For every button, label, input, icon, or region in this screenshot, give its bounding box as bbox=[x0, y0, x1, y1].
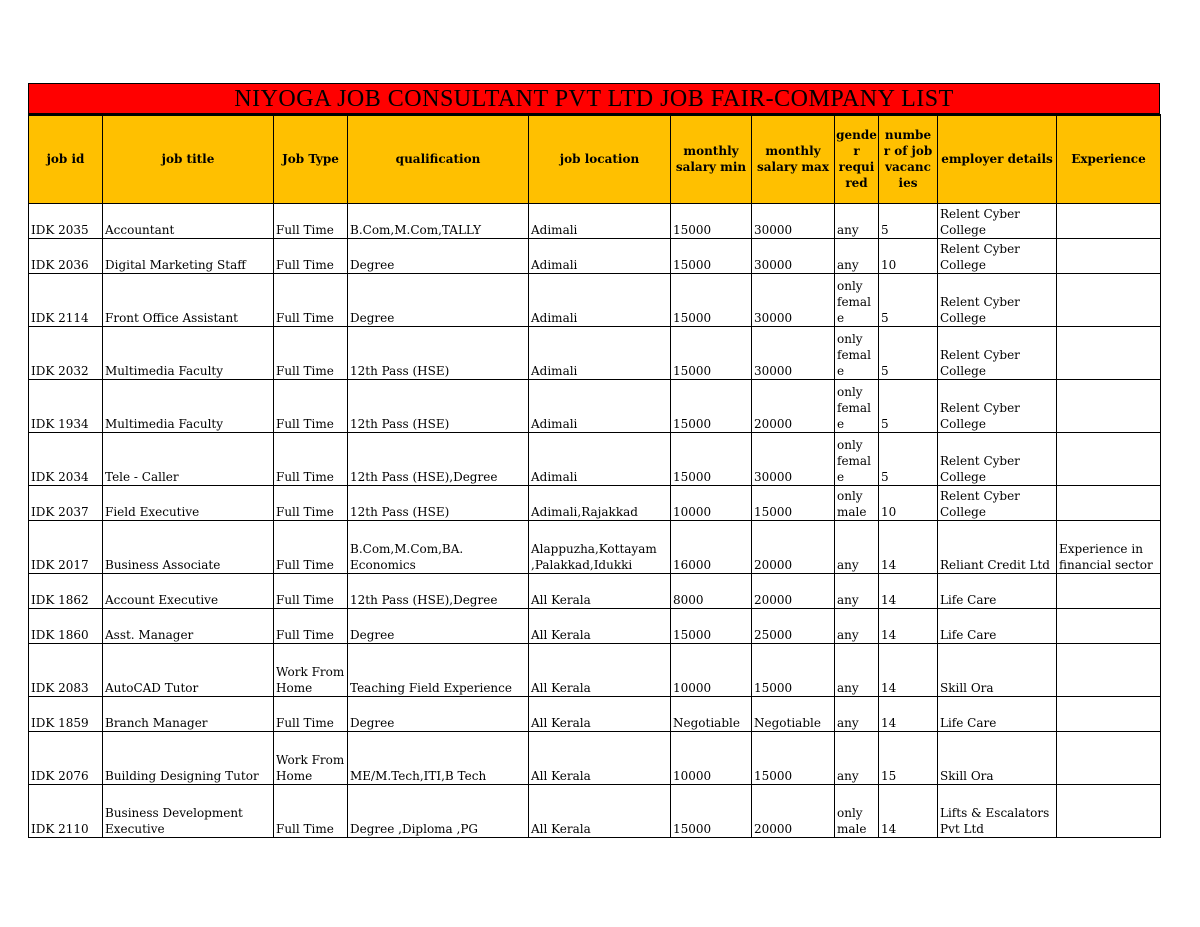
table-row bbox=[29, 608, 1161, 643]
cell-salary-min: 15000 bbox=[671, 608, 752, 643]
table-row bbox=[29, 273, 1161, 326]
cell-salary-min: 15000 bbox=[671, 326, 752, 379]
cell-salary-min: 10000 bbox=[671, 485, 752, 520]
header-row bbox=[29, 115, 1161, 203]
cell-employer: Relent Cyber College bbox=[938, 238, 1057, 273]
cell-salary-min: 16000 bbox=[671, 520, 752, 573]
cell-location: All Kerala bbox=[529, 784, 671, 837]
cell-employer: Relent Cyber College bbox=[938, 379, 1057, 432]
cell-qualification: Teaching Field Experience bbox=[348, 643, 529, 696]
cell-job-id: IDK 1934 bbox=[29, 379, 103, 432]
cell-job-id: IDK 2076 bbox=[29, 731, 103, 784]
cell-gender: any bbox=[835, 573, 879, 608]
cell-gender: any bbox=[835, 643, 879, 696]
cell-salary-max: 15000 bbox=[752, 643, 835, 696]
cell-salary-min: 15000 bbox=[671, 379, 752, 432]
cell-salary-min: 10000 bbox=[671, 643, 752, 696]
cell-salary-min: 8000 bbox=[671, 573, 752, 608]
cell-gender: any bbox=[835, 731, 879, 784]
cell-job-id: IDK 1862 bbox=[29, 573, 103, 608]
header-employer: employer details bbox=[938, 115, 1057, 203]
cell-gender: any bbox=[835, 608, 879, 643]
cell-job-type: Full Time bbox=[274, 379, 348, 432]
cell-employer: Lifts & Escalators Pvt Ltd bbox=[938, 784, 1057, 837]
cell-job-title: Account Executive bbox=[103, 573, 274, 608]
cell-job-id: IDK 2034 bbox=[29, 432, 103, 485]
header-gender-line1: gende bbox=[836, 128, 877, 143]
cell-experience bbox=[1057, 485, 1161, 520]
cell-salary-max: 30000 bbox=[752, 203, 835, 238]
header-salary-min: monthly salary min bbox=[671, 115, 752, 203]
cell-salary-max: 30000 bbox=[752, 432, 835, 485]
cell-experience bbox=[1057, 203, 1161, 238]
header-job-location: job location bbox=[529, 115, 671, 203]
cell-job-type: Full Time bbox=[274, 432, 348, 485]
cell-job-title: Accountant bbox=[103, 203, 274, 238]
cell-salary-max: 20000 bbox=[752, 520, 835, 573]
header-vacancies-line1: numbe bbox=[884, 128, 932, 143]
cell-location: All Kerala bbox=[529, 643, 671, 696]
header-vacancies-line2: r of job bbox=[883, 144, 933, 159]
cell-qualification: Degree bbox=[348, 696, 529, 731]
cell-experience bbox=[1057, 573, 1161, 608]
cell-qualification: ME/M.Tech,ITI,B Tech bbox=[348, 731, 529, 784]
cell-salary-max: 20000 bbox=[752, 573, 835, 608]
cell-vacancies: 14 bbox=[879, 608, 938, 643]
cell-job-title: Field Executive bbox=[103, 485, 274, 520]
cell-location: All Kerala bbox=[529, 731, 671, 784]
cell-job-title: Building Designing Tutor bbox=[103, 731, 274, 784]
cell-qualification: Degree bbox=[348, 608, 529, 643]
cell-gender: any bbox=[835, 520, 879, 573]
cell-vacancies: 5 bbox=[879, 273, 938, 326]
header-job-id: job id bbox=[29, 115, 103, 203]
header-gender-line3: requi bbox=[838, 160, 875, 175]
cell-gender: only female bbox=[835, 273, 879, 326]
table-row bbox=[29, 696, 1161, 731]
cell-vacancies: 10 bbox=[879, 238, 938, 273]
cell-experience bbox=[1057, 326, 1161, 379]
cell-location: All Kerala bbox=[529, 573, 671, 608]
cell-employer: Life Care bbox=[938, 696, 1057, 731]
cell-job-title: Multimedia Faculty bbox=[103, 379, 274, 432]
job-table bbox=[28, 114, 1161, 838]
cell-job-title: AutoCAD Tutor bbox=[103, 643, 274, 696]
cell-salary-max: 30000 bbox=[752, 326, 835, 379]
cell-location: Adimali bbox=[529, 273, 671, 326]
cell-vacancies: 5 bbox=[879, 203, 938, 238]
cell-experience bbox=[1057, 432, 1161, 485]
cell-job-type: Full Time bbox=[274, 696, 348, 731]
table-row bbox=[29, 432, 1161, 485]
cell-location: Adimali bbox=[529, 326, 671, 379]
cell-salary-max: 30000 bbox=[752, 273, 835, 326]
cell-salary-min: Negotiable bbox=[671, 696, 752, 731]
cell-job-id: IDK 2017 bbox=[29, 520, 103, 573]
cell-location: All Kerala bbox=[529, 608, 671, 643]
cell-experience bbox=[1057, 379, 1161, 432]
cell-qualification: 12th Pass (HSE) bbox=[348, 326, 529, 379]
cell-employer: Life Care bbox=[938, 573, 1057, 608]
cell-vacancies: 5 bbox=[879, 379, 938, 432]
job-list-sheet bbox=[28, 83, 1160, 838]
cell-salary-min: 15000 bbox=[671, 238, 752, 273]
cell-vacancies: 10 bbox=[879, 485, 938, 520]
table-row bbox=[29, 379, 1161, 432]
cell-gender: any bbox=[835, 203, 879, 238]
cell-qualification: 12th Pass (HSE) bbox=[348, 379, 529, 432]
table-row bbox=[29, 573, 1161, 608]
cell-job-id: IDK 2114 bbox=[29, 273, 103, 326]
cell-gender: only male bbox=[835, 485, 879, 520]
header-salary-max: monthly salary max bbox=[752, 115, 835, 203]
cell-location: Adimali,Rajakkad bbox=[529, 485, 671, 520]
cell-experience bbox=[1057, 643, 1161, 696]
cell-salary-min: 15000 bbox=[671, 203, 752, 238]
cell-gender: only female bbox=[835, 326, 879, 379]
cell-job-type: Full Time bbox=[274, 485, 348, 520]
cell-employer: Relent Cyber College bbox=[938, 203, 1057, 238]
header-vacancies-line4: ies bbox=[898, 176, 918, 191]
cell-location: Adimali bbox=[529, 203, 671, 238]
cell-job-id: IDK 1859 bbox=[29, 696, 103, 731]
cell-location: Alappuzha,Kottayam ,Palakkad,Idukki bbox=[529, 520, 671, 573]
cell-experience bbox=[1057, 731, 1161, 784]
cell-salary-max: 30000 bbox=[752, 238, 835, 273]
cell-salary-max: 25000 bbox=[752, 608, 835, 643]
header-experience: Experience bbox=[1057, 115, 1161, 203]
cell-job-title: Asst. Manager bbox=[103, 608, 274, 643]
cell-salary-max: Negotiable bbox=[752, 696, 835, 731]
table-row bbox=[29, 731, 1161, 784]
cell-vacancies: 14 bbox=[879, 784, 938, 837]
cell-salary-max: 15000 bbox=[752, 731, 835, 784]
header-job-title: job title bbox=[103, 115, 274, 203]
table-row bbox=[29, 203, 1161, 238]
cell-location: Adimali bbox=[529, 238, 671, 273]
cell-experience: Experience in financial sector bbox=[1057, 520, 1161, 573]
header-job-type: Job Type bbox=[274, 115, 348, 203]
cell-job-id: IDK 2110 bbox=[29, 784, 103, 837]
cell-qualification: 12th Pass (HSE),Degree bbox=[348, 432, 529, 485]
cell-experience bbox=[1057, 273, 1161, 326]
cell-job-title: Front Office Assistant bbox=[103, 273, 274, 326]
cell-job-type: Full Time bbox=[274, 520, 348, 573]
cell-gender: any bbox=[835, 696, 879, 731]
header-vacancies-line3: vacanc bbox=[885, 160, 931, 175]
cell-job-type: Full Time bbox=[274, 273, 348, 326]
header-gender bbox=[835, 115, 879, 203]
cell-job-id: IDK 2083 bbox=[29, 643, 103, 696]
cell-location: Adimali bbox=[529, 379, 671, 432]
cell-qualification: B.Com,M.Com,TALLY bbox=[348, 203, 529, 238]
cell-employer: Relent Cyber College bbox=[938, 432, 1057, 485]
cell-salary-max: 20000 bbox=[752, 379, 835, 432]
cell-job-type: Full Time bbox=[274, 238, 348, 273]
cell-employer: Relent Cyber College bbox=[938, 485, 1057, 520]
cell-employer: Relent Cyber College bbox=[938, 326, 1057, 379]
cell-experience bbox=[1057, 608, 1161, 643]
cell-job-type: Full Time bbox=[274, 203, 348, 238]
cell-job-type: Work From Home bbox=[274, 731, 348, 784]
header-qualification: qualification bbox=[348, 115, 529, 203]
cell-job-id: IDK 1860 bbox=[29, 608, 103, 643]
cell-job-type: Work From Home bbox=[274, 643, 348, 696]
cell-job-title: Business Associate bbox=[103, 520, 274, 573]
cell-job-id: IDK 2037 bbox=[29, 485, 103, 520]
cell-job-title: Tele - Caller bbox=[103, 432, 274, 485]
cell-job-title: Business Development Executive bbox=[103, 784, 274, 837]
cell-qualification: Degree bbox=[348, 238, 529, 273]
cell-qualification: Degree ,Diploma ,PG bbox=[348, 784, 529, 837]
cell-job-type: Full Time bbox=[274, 573, 348, 608]
cell-vacancies: 14 bbox=[879, 696, 938, 731]
cell-experience bbox=[1057, 696, 1161, 731]
cell-gender: any bbox=[835, 238, 879, 273]
cell-job-id: IDK 2035 bbox=[29, 203, 103, 238]
table-row bbox=[29, 326, 1161, 379]
cell-employer: Life Care bbox=[938, 608, 1057, 643]
cell-gender: only female bbox=[835, 432, 879, 485]
cell-employer: Reliant Credit Ltd bbox=[938, 520, 1057, 573]
cell-gender: only male bbox=[835, 784, 879, 837]
cell-vacancies: 14 bbox=[879, 573, 938, 608]
cell-vacancies: 15 bbox=[879, 731, 938, 784]
cell-job-title: Branch Manager bbox=[103, 696, 274, 731]
cell-job-type: Full Time bbox=[274, 784, 348, 837]
cell-salary-min: 10000 bbox=[671, 731, 752, 784]
cell-salary-min: 15000 bbox=[671, 273, 752, 326]
cell-qualification: B.Com,M.Com,BA. Economics bbox=[348, 520, 529, 573]
cell-job-title: Digital Marketing Staff bbox=[103, 238, 274, 273]
header-gender-line2: r bbox=[853, 144, 860, 159]
cell-salary-max: 20000 bbox=[752, 784, 835, 837]
table-row bbox=[29, 485, 1161, 520]
cell-job-type: Full Time bbox=[274, 326, 348, 379]
cell-qualification: Degree bbox=[348, 273, 529, 326]
cell-job-type: Full Time bbox=[274, 608, 348, 643]
cell-gender: only female bbox=[835, 379, 879, 432]
cell-location: Adimali bbox=[529, 432, 671, 485]
cell-job-title: Multimedia Faculty bbox=[103, 326, 274, 379]
table-row bbox=[29, 643, 1161, 696]
table-body bbox=[29, 203, 1161, 837]
header-vacancies bbox=[879, 115, 938, 203]
cell-employer: Skill Ora bbox=[938, 643, 1057, 696]
cell-job-id: IDK 2036 bbox=[29, 238, 103, 273]
cell-job-id: IDK 2032 bbox=[29, 326, 103, 379]
cell-qualification: 12th Pass (HSE) bbox=[348, 485, 529, 520]
cell-salary-max: 15000 bbox=[752, 485, 835, 520]
table-row bbox=[29, 520, 1161, 573]
cell-experience bbox=[1057, 784, 1161, 837]
cell-qualification: 12th Pass (HSE),Degree bbox=[348, 573, 529, 608]
cell-employer: Relent Cyber College bbox=[938, 273, 1057, 326]
table-row bbox=[29, 784, 1161, 837]
table-row bbox=[29, 238, 1161, 273]
cell-employer: Skill Ora bbox=[938, 731, 1057, 784]
sheet-title: NIYOGA JOB CONSULTANT PVT LTD JOB FAIR-COMPANY LIST bbox=[28, 83, 1160, 114]
cell-vacancies: 14 bbox=[879, 520, 938, 573]
cell-vacancies: 14 bbox=[879, 643, 938, 696]
header-gender-line4: red bbox=[845, 176, 868, 191]
cell-experience bbox=[1057, 238, 1161, 273]
cell-salary-min: 15000 bbox=[671, 432, 752, 485]
cell-vacancies: 5 bbox=[879, 326, 938, 379]
cell-location: All Kerala bbox=[529, 696, 671, 731]
cell-salary-min: 15000 bbox=[671, 784, 752, 837]
cell-vacancies: 5 bbox=[879, 432, 938, 485]
